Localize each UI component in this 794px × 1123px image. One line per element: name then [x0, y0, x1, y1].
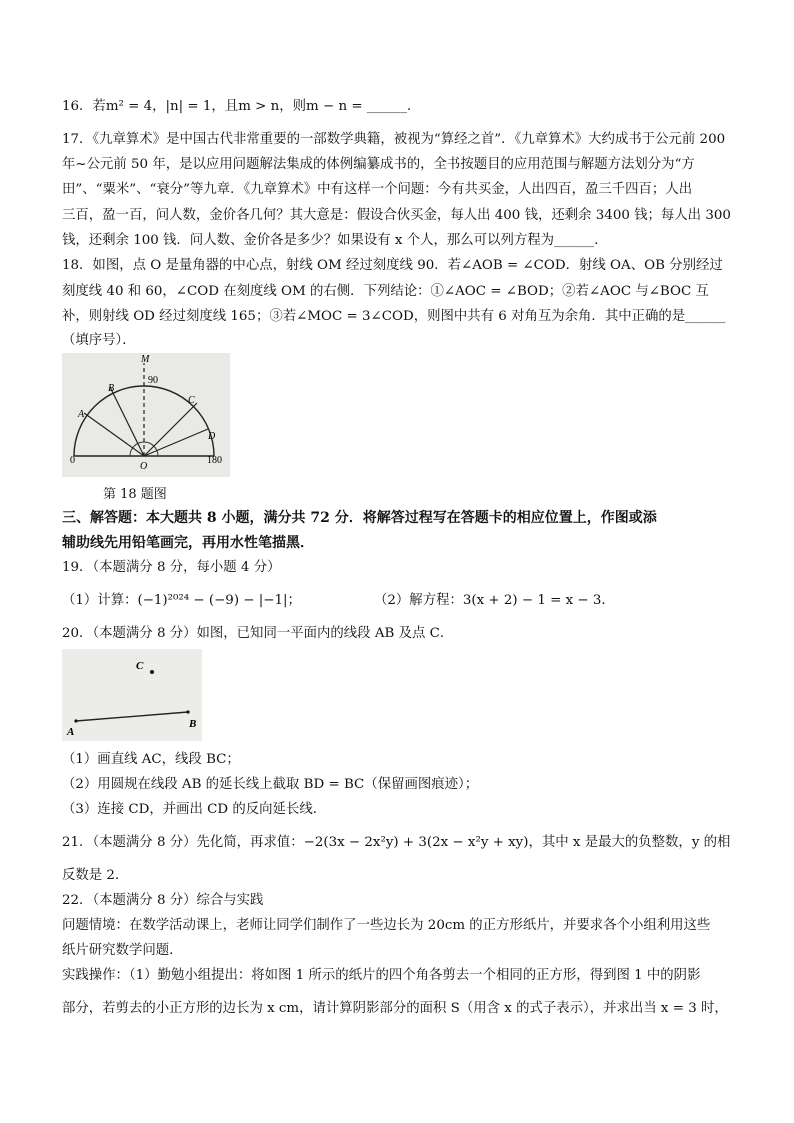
label-M: M — [141, 354, 150, 365]
label-B: B — [189, 718, 197, 730]
figure-18-protractor — [62, 353, 230, 477]
section-3-heading-line-2: 辅助线先用铅笔画完，再用水性笔描黑． — [62, 535, 314, 551]
question-22-line-4: 部分，若剪去的小正方形的边长为 x cm，请计算阴影部分的面积 S（用含 x 的式子表示），并求出当 x = 3 时， — [62, 1001, 728, 1016]
question-19-part-1: （1）计算：(−1)²⁰²⁴ − (−9) − |−1|； — [62, 593, 301, 608]
question-18-line-3: 补，则射线 OD 经过刻度线 165；③若∠MOC = 3∠COD，则图中共有 6 对角互为余角．其中正确的是______ — [62, 309, 726, 324]
question-17-line-1: 17．《九章算术》是中国古代非常重要的一部数学典籍，被视为“算经之首”．《九章算术》大约成书于公元前 200 — [62, 132, 726, 147]
question-22-line-2: 纸片研究数学问题． — [62, 943, 183, 958]
question-22-heading: 22．（本题满分 8 分）综合与实践 — [62, 893, 264, 908]
question-17-line-5: 钱，还剩余 100 钱．问人数、金价各是多少？如果设有 x 个人，那么可以列方程为______． — [62, 233, 608, 248]
label-O: O — [140, 461, 148, 472]
question-20-part-2: （2）用圆规在线段 AB 的延长线上截取 BD = BC（保留画图痕迹）； — [62, 777, 479, 792]
figure-18-caption: 第 18 题图 — [103, 487, 167, 502]
label-C: C — [188, 395, 195, 406]
question-17-line-2: 年~公元前 50 年，是以应用问题解法集成的体例编纂成书的，全书按题目的应用范围与解题方法划分为“方 — [62, 157, 695, 172]
label-90: 90 — [148, 375, 158, 386]
label-0: 0 — [70, 455, 75, 466]
question-17-line-4: 三百，盈一百，问人数，金价各几何？其大意是：假设合伙买金，每人出 400 钱，还剩余 3400 钱；每人出 300 — [62, 208, 731, 223]
question-18-line-4: （填序号）． — [62, 333, 136, 348]
question-16: 16．若m² = 4，|n| = 1，且m > n，则m − n = ______． — [62, 99, 421, 114]
figure-20-segment — [62, 649, 202, 741]
question-21-line-2: 反数是 2． — [62, 868, 129, 883]
question-18-line-2: 刻度线 40 和 60，∠COD 在刻度线 OM 的右侧．下列结论：①∠AOC = ∠BOD；②若∠AOC 与∠BOC 互 — [62, 284, 709, 299]
question-21-line-1: 21．（本题满分 8 分）先化简，再求值：−2(3x − 2x²y) + 3(2x − x²y + xy)，其中 x 是最大的负整数，y 的相 — [62, 835, 731, 850]
label-D: D — [208, 431, 216, 442]
label-A: A — [78, 409, 85, 420]
label-B: B — [108, 383, 115, 394]
question-20-part-3: （3）连接 CD，并画出 CD 的反向延长线． — [62, 802, 327, 817]
question-18-line-1: 18．如图，点 O 是量角器的中心点，射线 OM 经过刻度线 90．若∠AOB = ∠COD．射线 OA、OB 分别经过 — [62, 258, 723, 273]
label-180: 180 — [207, 455, 222, 466]
label-A: A — [67, 726, 75, 738]
question-20-heading: 20．（本题满分 8 分）如图，已知同一平面内的线段 AB 及点 C． — [62, 626, 454, 641]
question-20-part-1: （1）画直线 AC，线段 BC； — [62, 752, 240, 767]
question-22-line-1: 问题情境：在数学活动课上，老师让同学们制作了一些边长为 20cm 的正方形纸片，并要求各个小组利用这些 — [62, 918, 711, 933]
section-3-heading-line-1: 三、解答题：本大题共 8 小题，满分共 72 分．将解答过程写在答题卡的相应位置上，作图或添 — [62, 510, 657, 526]
label-C: C — [136, 660, 144, 672]
question-22-line-3: 实践操作：（1）勤勉小组提出：将如图 1 所示的纸片的四个角各剪去一个相同的正方形，得到图 1 中的阴影 — [62, 968, 701, 983]
question-17-line-3: 田”、“粟米”、“衰分”等九章．《九章算术》中有这样一个问题：今有共买金，人出四百，盈三千四百；人出 — [62, 182, 693, 197]
question-19-heading: 19．（本题满分 8 分，每小题 4 分） — [62, 560, 281, 575]
question-19-part-2: （2）解方程：3(x + 2) − 1 = x − 3． — [374, 593, 615, 608]
